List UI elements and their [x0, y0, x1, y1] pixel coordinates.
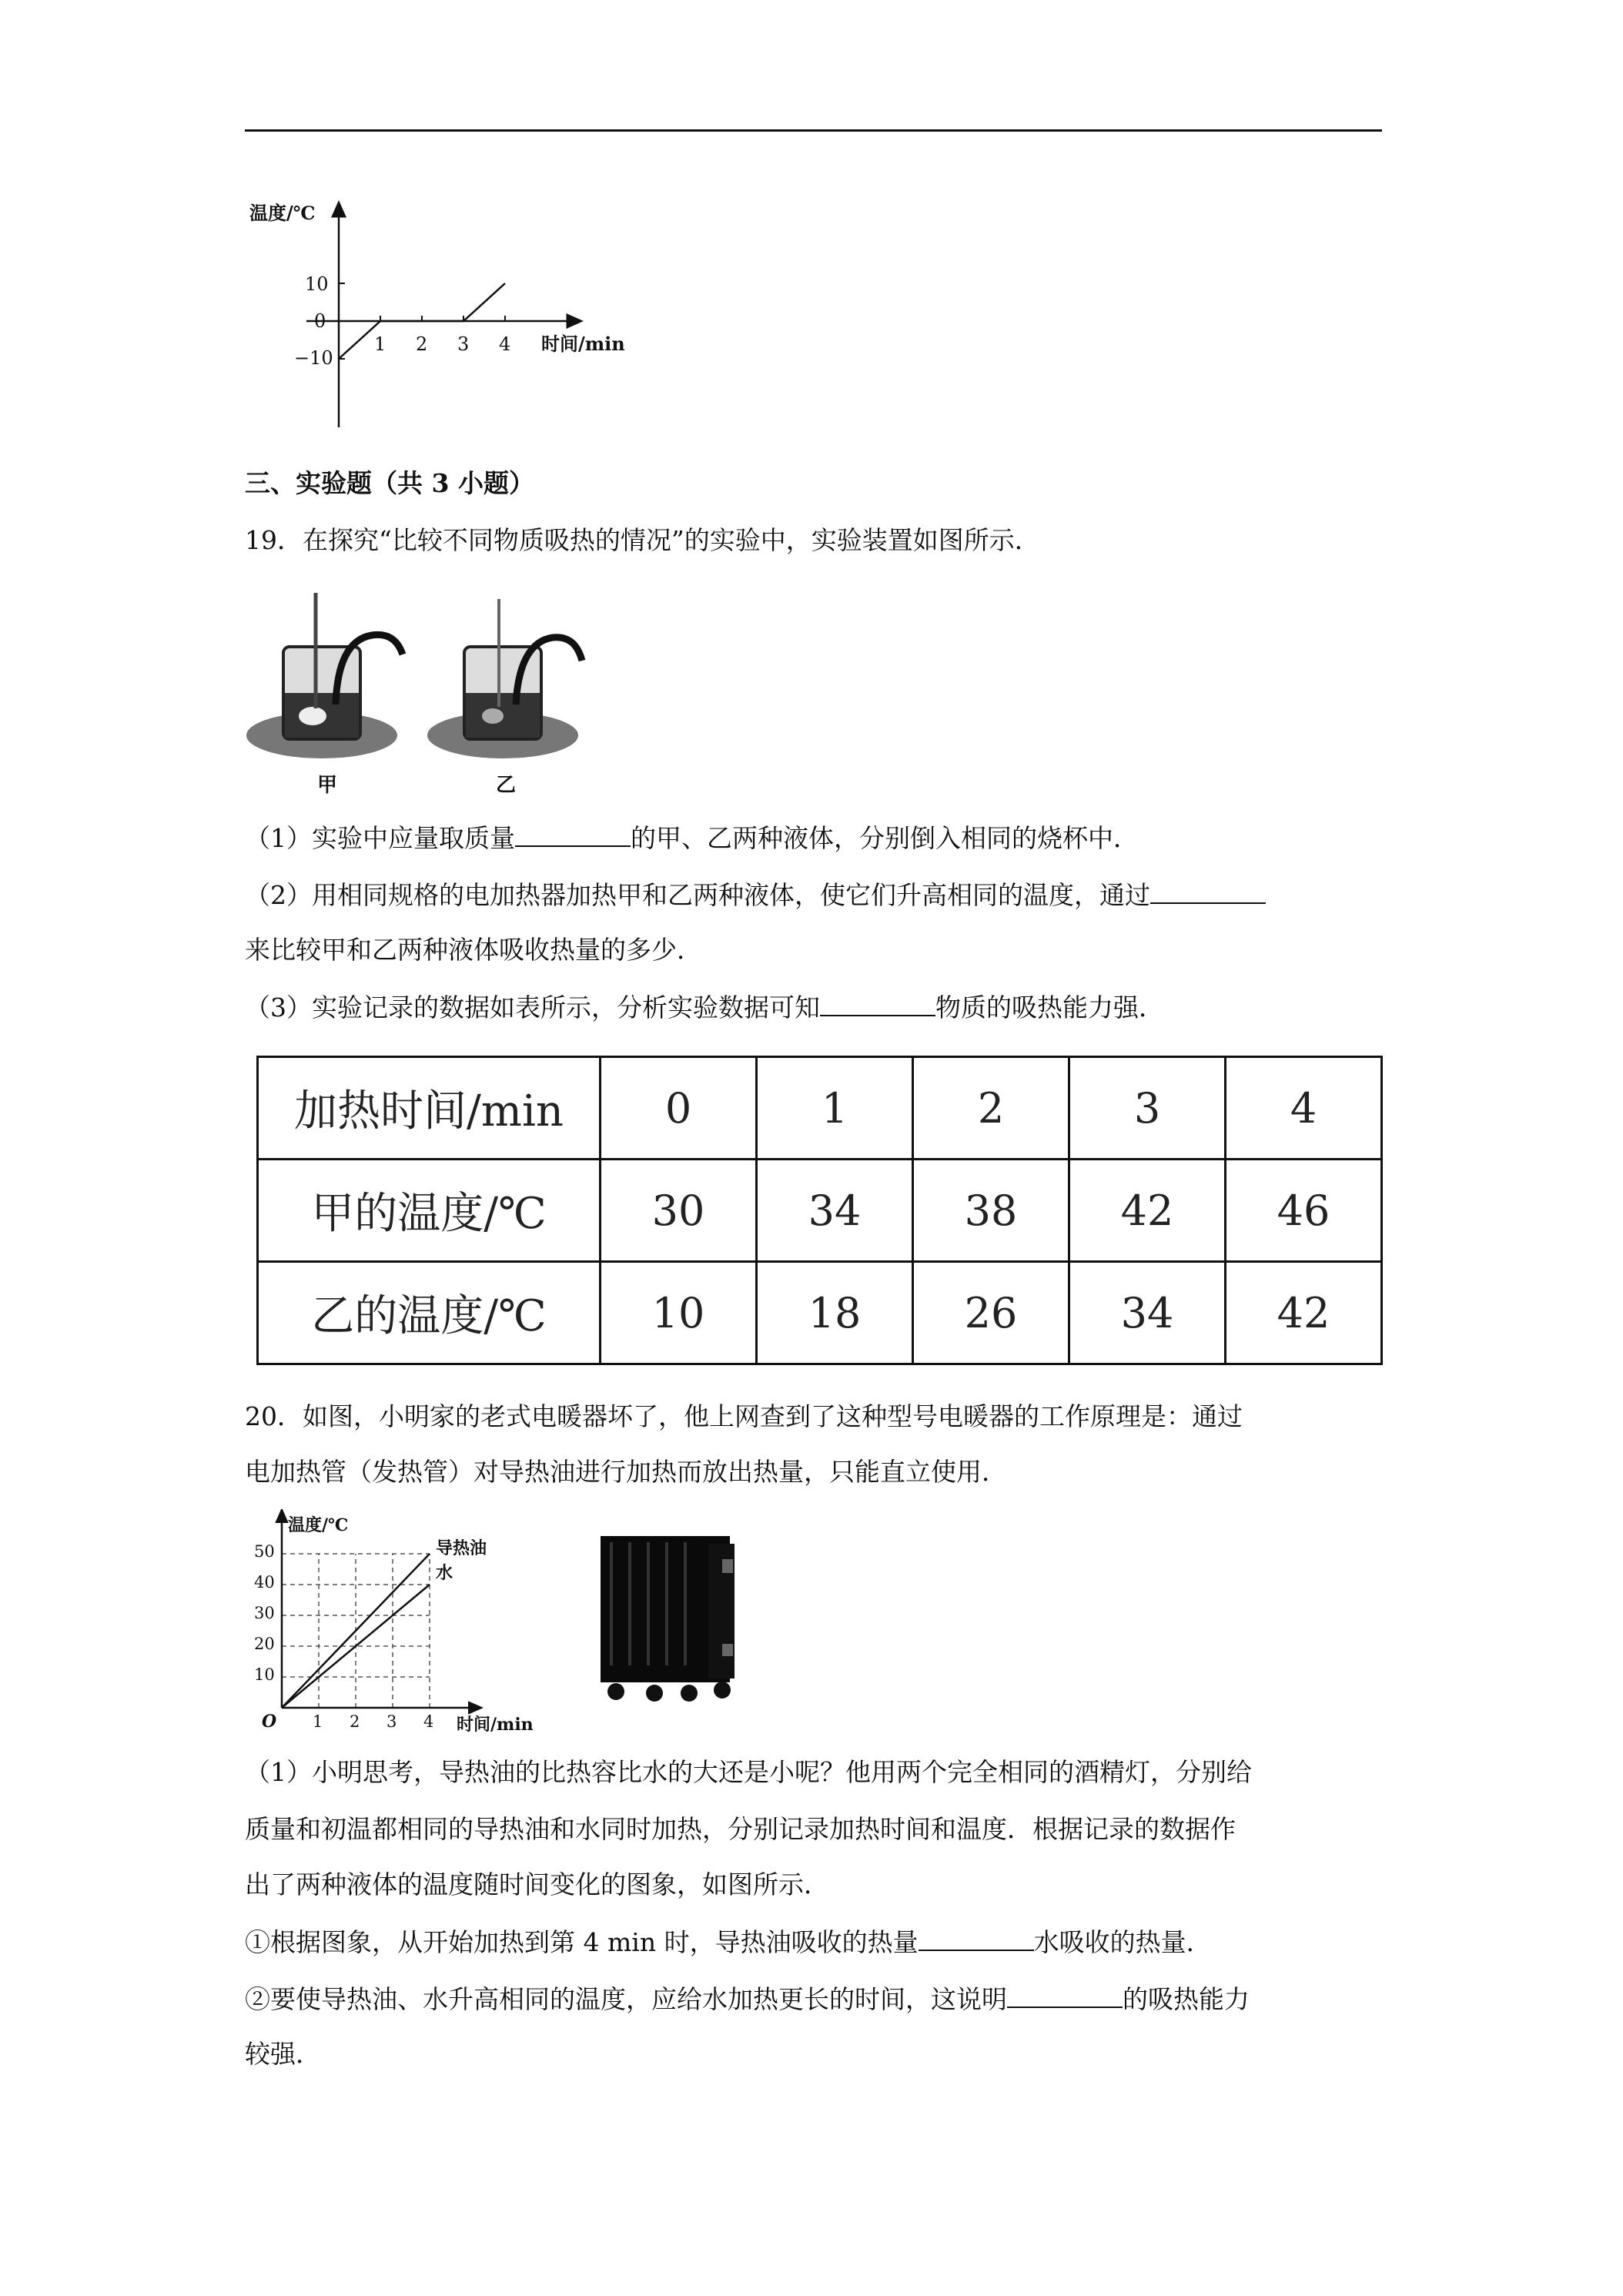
chart1-ytick: 0 — [314, 310, 326, 332]
table-row — [258, 1160, 1382, 1262]
table-cell: 30 — [601, 1160, 757, 1262]
chart1-xlabel: 时间/min — [541, 333, 625, 355]
chart2-xtick: 2 — [350, 1712, 360, 1731]
beaker-yi — [427, 599, 582, 758]
q19-part3-text: 物质的吸热能力强． — [935, 992, 1164, 1022]
chart2-xtick: 4 — [423, 1712, 434, 1731]
table-cell: 4 — [1226, 1057, 1382, 1160]
table-cell: 10 — [601, 1262, 757, 1364]
q20-sub2-cont: 较强． — [245, 2039, 321, 2069]
q19-part2-cont: 来比较甲和乙两种液体吸收热量的多少． — [245, 935, 702, 965]
q20-stem-line2: 电加热管（发热管）对导热油进行加热而放出热量，只能直立使用． — [245, 1457, 1007, 1487]
chart2-xtick: 1 — [313, 1712, 323, 1731]
answer-blank[interactable] — [515, 822, 631, 847]
chart1-xtick: 1 — [374, 333, 387, 355]
chart2-ytick: 10 — [254, 1665, 275, 1684]
answer-blank[interactable] — [1007, 1983, 1123, 2008]
chart2-ytick: 20 — [254, 1635, 275, 1653]
table-cell: 42 — [1226, 1262, 1382, 1364]
q20-part1-line2: 质量和初温都相同的导热油和水同时加热，分别记录加热时间和温度．根据记录的数据作 — [245, 1814, 1236, 1844]
q19-stem: 19．在探究“比较不同物质吸热的情况”的实验中，实验装置如图所示． — [245, 525, 1040, 555]
q20-part1-line1: （1）小明思考，导热油的比热容比水的大还是小呢？他用两个完全相同的酒精灯，分别给 — [245, 1757, 1252, 1787]
heater-image — [593, 1528, 747, 1713]
q20-sub1-text: ①根据图象，从开始加热到第 4 min 时，导热油吸收的热量 — [245, 1927, 919, 1957]
chart2-ytick: 30 — [254, 1604, 275, 1622]
table-cell: 42 — [1069, 1160, 1226, 1262]
table-cell: 3 — [1069, 1057, 1226, 1160]
chart2-ylabel: 温度/℃ — [288, 1515, 349, 1535]
table-cell: 0 — [601, 1057, 757, 1160]
table-cell: 2 — [913, 1057, 1069, 1160]
chart2-origin: O — [262, 1712, 277, 1732]
answer-blank[interactable] — [919, 1926, 1034, 1951]
chart1-ylabel: 温度/℃ — [249, 202, 316, 224]
q20-part1-line3: 出了两种液体的温度随时间变化的图象，如图所示． — [245, 1869, 829, 1899]
chart2-xlabel: 时间/min — [457, 1715, 534, 1732]
chart1-xtick: 2 — [416, 333, 428, 355]
table-cell: 18 — [757, 1262, 913, 1364]
q19-part2-text: （2）用相同规格的电加热器加热甲和乙两种液体，使它们升高相同的温度，通过 — [245, 880, 1150, 910]
q20-sub2-text: ②要使导热油、水升高相同的温度，应给水加热更长的时间，这说明 — [245, 1984, 1007, 2014]
q20-sub1-text: 水吸收的热量． — [1033, 1927, 1212, 1957]
heating-chart — [245, 1509, 553, 1732]
chart1-xtick: 4 — [499, 333, 511, 355]
melting-chart — [245, 196, 661, 435]
table-row — [258, 1057, 1382, 1160]
q19-part2 — [245, 879, 1266, 911]
q19-part1-text: 的甲、乙两种液体，分别倒入相同的烧杯中． — [631, 823, 1139, 853]
table-cell: 34 — [757, 1160, 913, 1262]
table-row-label: 乙的温度/℃ — [258, 1262, 601, 1364]
table-row — [258, 1262, 1382, 1364]
temperature-table — [256, 1056, 1383, 1365]
table-cell: 46 — [1226, 1160, 1382, 1262]
q20-sub2-text: 的吸热能力 — [1123, 1984, 1250, 2014]
answer-blank[interactable] — [1150, 879, 1266, 904]
chart1-ytick: −10 — [294, 347, 333, 369]
section-title: 三、实验题（共 3 小题） — [245, 468, 534, 498]
table-cell: 34 — [1069, 1262, 1226, 1364]
q20-stem-line1: 20．如图，小明家的老式电暖器坏了，他上网查到了这种型号电暖器的工作原理是：通过 — [245, 1401, 1243, 1431]
q19-part1 — [245, 822, 1139, 854]
header-rule — [245, 129, 1382, 132]
q19-part3 — [245, 992, 1164, 1023]
chart2-legend-oil: 导热油 — [436, 1538, 487, 1558]
answer-blank[interactable] — [820, 992, 935, 1016]
beaker-label-jia: 甲 — [317, 774, 338, 797]
beaker-label-yi: 乙 — [496, 774, 517, 797]
table-row-label: 甲的温度/℃ — [258, 1160, 601, 1262]
chart1-ytick: 10 — [305, 273, 329, 295]
chart2-xtick: 3 — [387, 1712, 397, 1731]
beaker-jia — [246, 593, 403, 758]
q20-sub2 — [245, 1983, 1250, 2015]
table-cell: 1 — [757, 1057, 913, 1160]
chart2-ytick: 50 — [254, 1542, 275, 1561]
chart2-ytick: 40 — [254, 1573, 275, 1591]
q19-part3-text: （3）实验记录的数据如表所示，分析实验数据可知 — [245, 992, 820, 1022]
q19-part1-text: （1）实验中应量取质量 — [245, 823, 515, 853]
table-cell: 26 — [913, 1262, 1069, 1364]
chart1-xtick: 3 — [457, 333, 470, 355]
beakers-figure — [245, 577, 614, 801]
chart2-legend-water: 水 — [436, 1563, 453, 1583]
q20-sub1 — [245, 1926, 1212, 1958]
table-row-label: 加热时间/min — [258, 1057, 601, 1160]
table-cell: 38 — [913, 1160, 1069, 1262]
